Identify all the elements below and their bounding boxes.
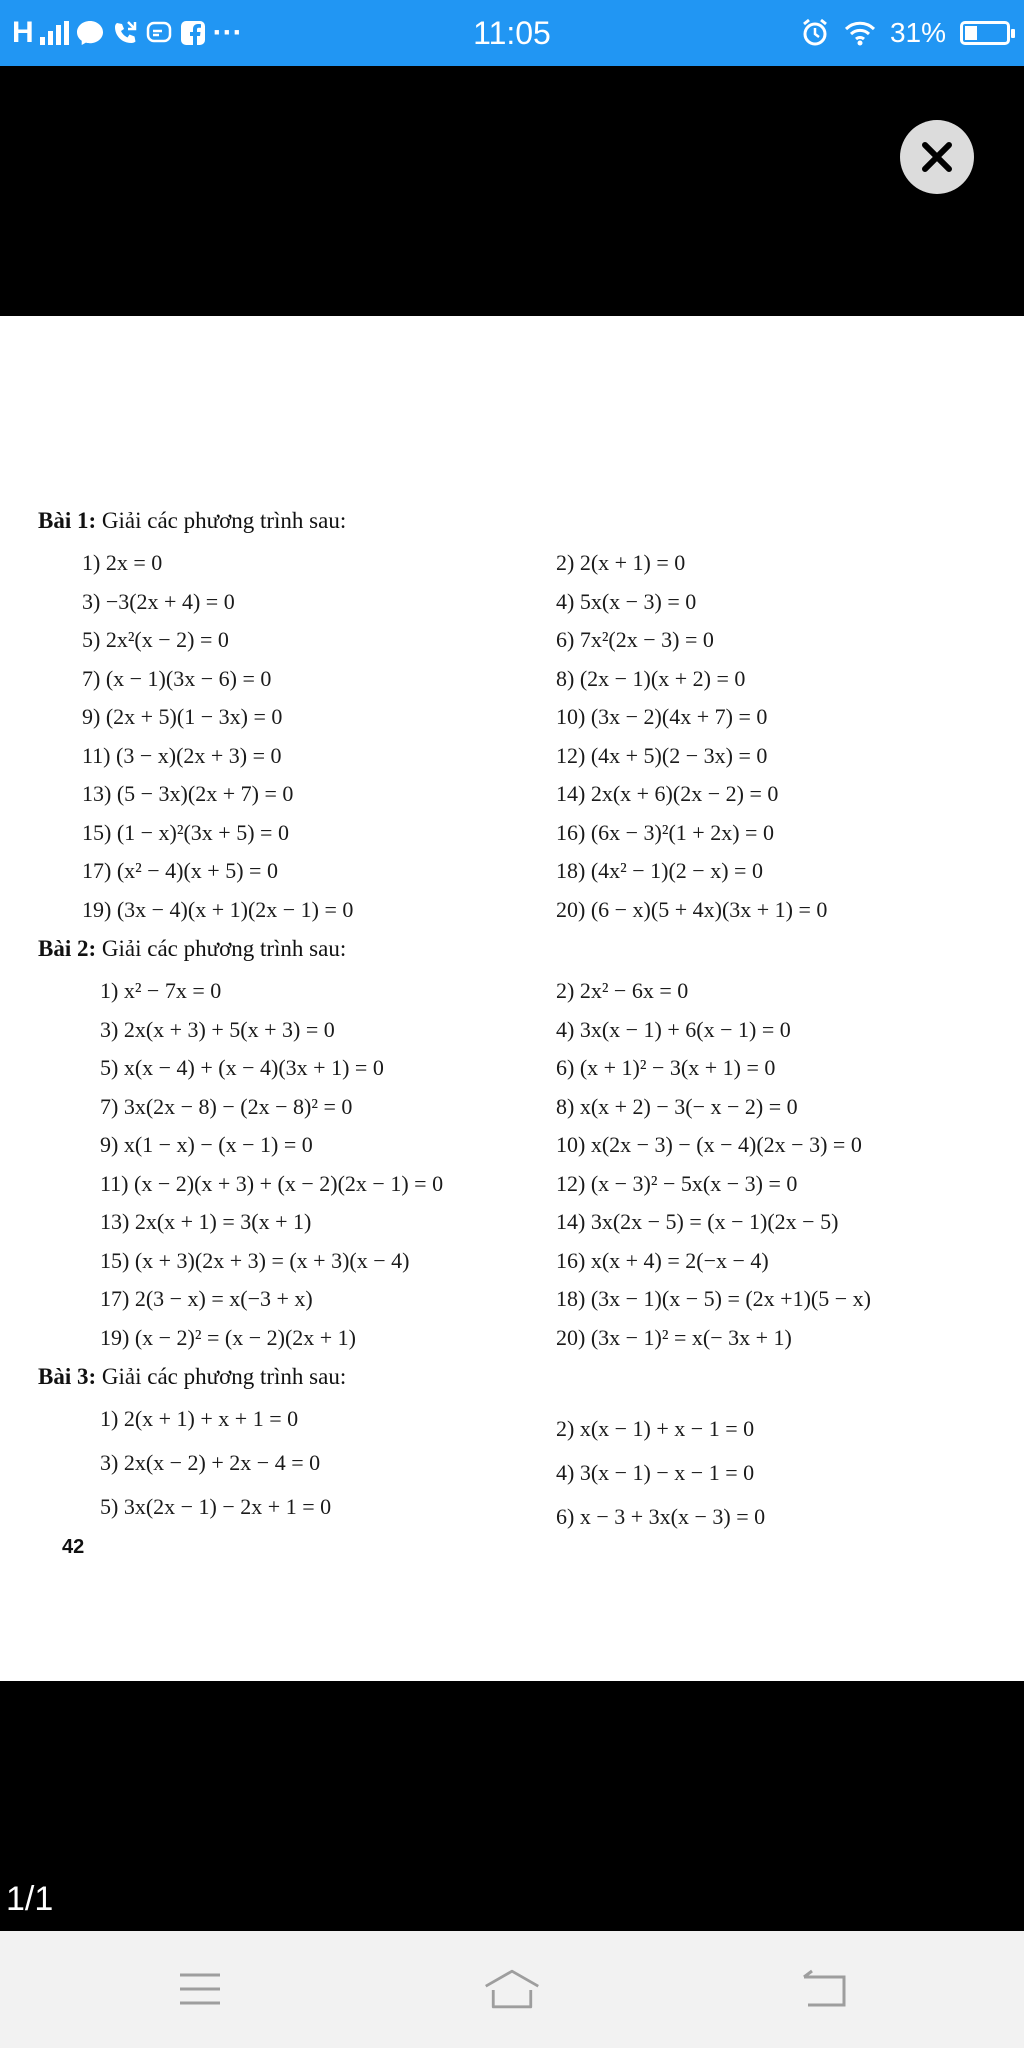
equation-right: 6) (x + 1)² − 3(x + 1) = 0 [556, 1055, 776, 1080]
navigation-bar [0, 1931, 1024, 2048]
exercise-instruction: Giải các phương trình sau: [96, 1364, 347, 1389]
equation-right: 8) (2x − 1)(x + 2) = 0 [556, 665, 746, 691]
equation-right: 2) x(x − 1) + x − 1 = 0 [556, 1416, 755, 1441]
clock: 11:05 [473, 15, 551, 51]
equation-right: 16) x(x + 4) = 2(−x − 4) [556, 1247, 769, 1273]
equation-left: 7) (x − 1)(3x − 6) = 0 [82, 665, 272, 691]
menu-button[interactable] [170, 1959, 230, 2019]
equation-right: 8) x(x + 2) − 3(− x − 2) = 0 [556, 1093, 798, 1119]
exercise-heading [38, 936, 346, 962]
battery-icon [960, 21, 1010, 45]
equation-right: 20) (6 − x)(5 + 4x)(3x + 1) = 0 [556, 896, 828, 922]
equation-right: 14) 3x(2x − 5) = (x − 1)(2x − 5) [556, 1209, 839, 1234]
equation-left: 3) −3(2x + 4) = 0 [82, 588, 235, 614]
equation-right: 16) (6x − 3)²(1 + 2x) = 0 [556, 819, 774, 845]
home-button[interactable] [482, 1959, 542, 2019]
exercise-label: Bài 2: [38, 936, 97, 961]
viewer-bottom-area [0, 1681, 1024, 1931]
battery-fill [965, 26, 977, 40]
equation-right: 4) 5x(x − 3) = 0 [556, 588, 697, 614]
equation-left: 17) (x² − 4)(x + 5) = 0 [82, 858, 278, 883]
equation-left: 13) 2x(x + 1) = 3(x + 1) [100, 1209, 312, 1234]
equation-left: 15) (x + 3)(2x + 3) = (x + 3)(x − 4) [100, 1247, 410, 1273]
equation-left: 7) 3x(2x − 8) − (2x − 8)² = 0 [100, 1093, 353, 1119]
equation-right: 10) (3x − 2)(4x + 7) = 0 [556, 704, 768, 729]
equation-right: 2) 2(x + 1) = 0 [556, 550, 686, 575]
equation-right: 12) (x − 3)² − 5x(x − 3) = 0 [556, 1170, 798, 1196]
equation-left: 9) (2x + 5)(1 − 3x) = 0 [82, 704, 283, 729]
home-icon [482, 1966, 542, 2012]
equation-left: 13) (5 − 3x)(2x + 7) = 0 [82, 781, 294, 806]
viewer-top-area [0, 66, 1024, 316]
wifi-icon [844, 20, 876, 46]
back-icon [800, 1969, 852, 2009]
menu-icon [176, 1969, 224, 2009]
equation-left: 3) 2x(x − 2) + 2x − 4 = 0 [100, 1450, 321, 1475]
equation-right: 6) 7x²(2x − 3) = 0 [556, 627, 714, 652]
equation-left: 19) (x − 2)² = (x − 2)(2x + 1) [100, 1324, 357, 1350]
exercise-label: Bài 3: [38, 1364, 97, 1389]
exercise-heading [38, 508, 346, 534]
close-icon [920, 140, 954, 174]
network-type: H [12, 16, 34, 49]
equation-left: 5) 3x(2x − 1) − 2x + 1 = 0 [100, 1494, 332, 1519]
equation-left: 5) 2x²(x − 2) = 0 [82, 627, 229, 652]
equation-left: 1) 2x = 0 [82, 550, 163, 575]
equation-left: 5) x(x − 4) + (x − 4)(3x + 1) = 0 [100, 1055, 384, 1080]
equation-right: 4) 3(x − 1) − x − 1 = 0 [556, 1460, 755, 1485]
document-page [0, 316, 1024, 1681]
battery-percent: 31% [889, 17, 946, 48]
equation-left: 1) 2(x + 1) + x + 1 = 0 [100, 1406, 299, 1431]
status-right [800, 0, 1010, 66]
equation-left: 17) 2(3 − x) = x(−3 + x) [100, 1286, 313, 1311]
equation-left: 3) 2x(x + 3) + 5(x + 3) = 0 [100, 1016, 335, 1042]
exercise-label: Bài 1: [38, 508, 97, 533]
equation-left: 11) (3 − x)(2x + 3) = 0 [82, 742, 282, 768]
exercise-heading [38, 1364, 346, 1390]
equation-right: 4) 3x(x − 1) + 6(x − 1) = 0 [556, 1016, 791, 1042]
equation-right: 14) 2x(x + 6)(2x − 2) = 0 [556, 781, 779, 806]
equation-left: 9) x(1 − x) − (x − 1) = 0 [100, 1132, 313, 1157]
equation-left: 11) (x − 2)(x + 3) + (x − 2)(2x − 1) = 0 [100, 1170, 444, 1196]
equation-left: 15) (1 − x)²(3x + 5) = 0 [82, 819, 289, 845]
equation-right: 12) (4x + 5)(2 − 3x) = 0 [556, 742, 768, 768]
close-button[interactable] [900, 120, 974, 194]
exercise-instruction: Giải các phương trình sau: [96, 936, 347, 961]
equation-right: 10) x(2x − 3) − (x − 4)(2x − 3) = 0 [556, 1132, 862, 1157]
back-button[interactable] [796, 1959, 856, 2019]
equation-right: 18) (3x − 1)(x − 5) = (2x +1)(5 − x) [556, 1286, 871, 1311]
equation-right: 18) (4x² − 1)(2 − x) = 0 [556, 858, 763, 883]
equation-right: 6) x − 3 + 3x(x − 3) = 0 [556, 1504, 766, 1529]
equation-left: 19) (3x − 4)(x + 1)(2x − 1) = 0 [82, 896, 354, 922]
page-counter: 1/1 [6, 1880, 54, 1918]
equation-right: 20) (3x − 1)² = x(− 3x + 1) [556, 1324, 792, 1350]
equation-left: 1) x² − 7x = 0 [100, 978, 222, 1003]
more-notifications: ··· [212, 16, 243, 49]
alarm-icon [800, 18, 830, 48]
equation-right: 2) 2x² − 6x = 0 [556, 978, 689, 1003]
exercise-instruction: Giải các phương trình sau: [96, 508, 347, 533]
page-number: 42 [62, 1536, 85, 1558]
status-bar [0, 0, 1024, 66]
